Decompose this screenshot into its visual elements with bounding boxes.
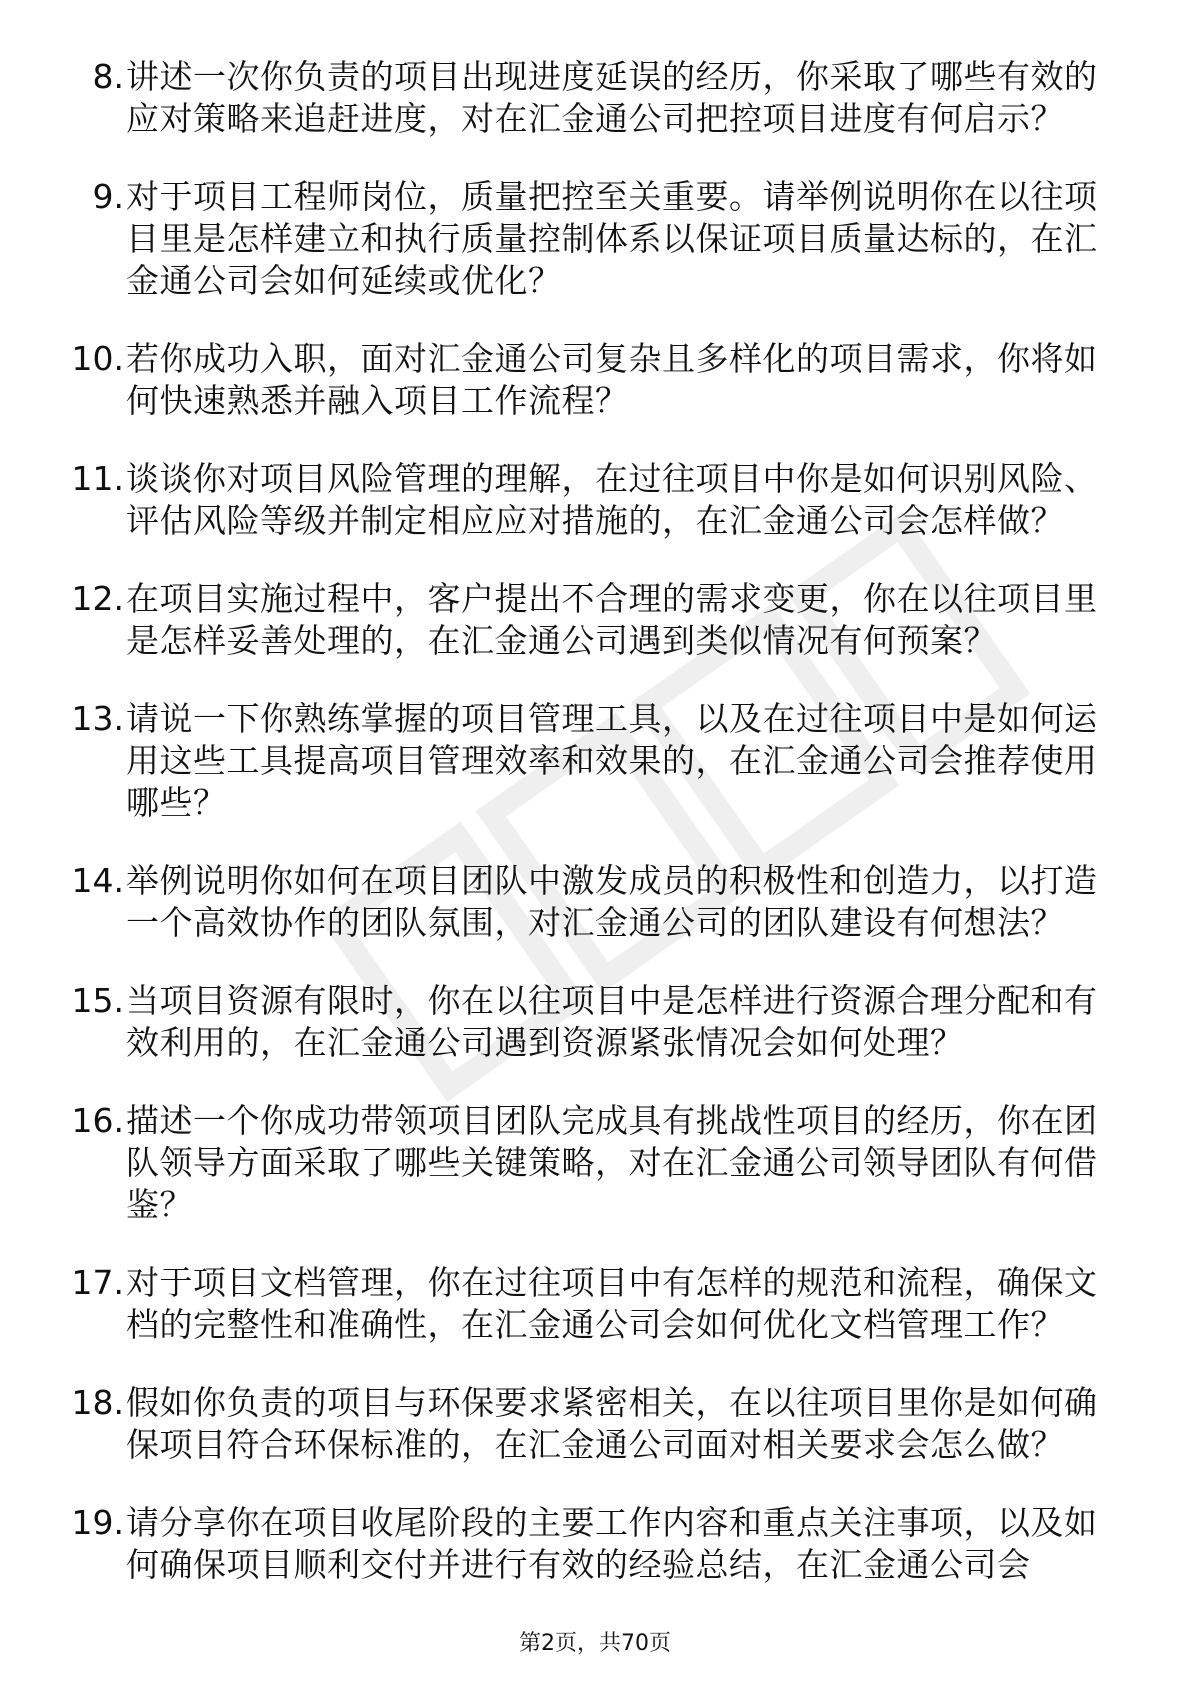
question-text: 请分享你在项目收尾阶段的主要工作内容和重点关注事项，以及如何确保项目顺利交付并进行有效的经验总结，在汇金通公司会: [126, 1503, 1098, 1584]
question-number: 12.: [71, 579, 124, 618]
question-item: [0, 698, 1190, 824]
question-number: 10.: [71, 339, 124, 378]
question-number: 19.: [71, 1503, 124, 1542]
question-item: [0, 1502, 1190, 1586]
question-item: [0, 1382, 1190, 1466]
question-number: 9.: [92, 177, 124, 216]
question-item: [0, 56, 1190, 140]
question-text: 讲述一次你负责的项目出现进度延误的经历，你采取了哪些有效的应对策略来追赶进度，对在汇金通公司把控项目进度有何启示？: [126, 57, 1098, 138]
question-text: 谈谈你对项目风险管理的理解，在过往项目中你是如何识别风险、评估风险等级并制定相应应对措施的，在汇金通公司会怎样做？: [126, 459, 1098, 540]
question-item: [0, 578, 1190, 662]
question-number: 15.: [71, 981, 124, 1020]
question-text: 对于项目工程师岗位，质量把控至关重要。请举例说明你在以往项目里是怎样建立和执行质量控制体系以保证项目质量达标的，在汇金通公司会如何延续或优化？: [126, 177, 1098, 300]
question-item: [0, 1262, 1190, 1346]
question-text: 描述一个你成功带领项目团队完成具有挑战性项目的经历，你在团队领导方面采取了哪些关键策略，对在汇金通公司领导团队有何借鉴？: [126, 1101, 1098, 1224]
question-item: [0, 176, 1190, 302]
question-text: 假如你负责的项目与环保要求紧密相关，在以往项目里你是如何确保项目符合环保标准的，在汇金通公司面对相关要求会怎么做？: [126, 1383, 1098, 1464]
question-number: 18.: [71, 1383, 124, 1422]
question-number: 8.: [92, 57, 124, 96]
question-text: 对于项目文档管理，你在过往项目中有怎样的规范和流程，确保文档的完整性和准确性，在汇金通公司会如何优化文档管理工作？: [126, 1263, 1098, 1344]
page-footer: 第2页，共70页: [519, 1631, 671, 1656]
question-number: 13.: [71, 699, 124, 738]
question-text: 当项目资源有限时，你在以往项目中是怎样进行资源合理分配和有效利用的，在汇金通公司遇到资源紧张情况会如何处理？: [126, 981, 1098, 1062]
question-list: [0, 56, 1190, 1622]
question-item: [0, 338, 1190, 422]
question-number: 16.: [71, 1101, 124, 1140]
question-item: [0, 458, 1190, 542]
question-text: 请说一下你熟练掌握的项目管理工具，以及在过往项目中是如何运用这些工具提高项目管理效率和效果的，在汇金通公司会推荐使用哪些？: [126, 699, 1098, 822]
question-item: [0, 1100, 1190, 1226]
question-number: 11.: [71, 459, 124, 498]
question-number: 17.: [71, 1263, 124, 1302]
question-item: [0, 980, 1190, 1064]
question-number: 14.: [71, 861, 124, 900]
question-text: 举例说明你如何在项目团队中激发成员的积极性和创造力，以打造一个高效协作的团队氛围，对汇金通公司的团队建设有何想法？: [126, 861, 1098, 942]
question-text: 若你成功入职，面对汇金通公司复杂且多样化的项目需求，你将如何快速熟悉并融入项目工作流程？: [126, 339, 1098, 420]
question-text: 在项目实施过程中，客户提出不合理的需求变更，你在以往项目里是怎样妥善处理的，在汇金通公司遇到类似情况有何预案？: [126, 579, 1098, 660]
question-item: [0, 860, 1190, 944]
